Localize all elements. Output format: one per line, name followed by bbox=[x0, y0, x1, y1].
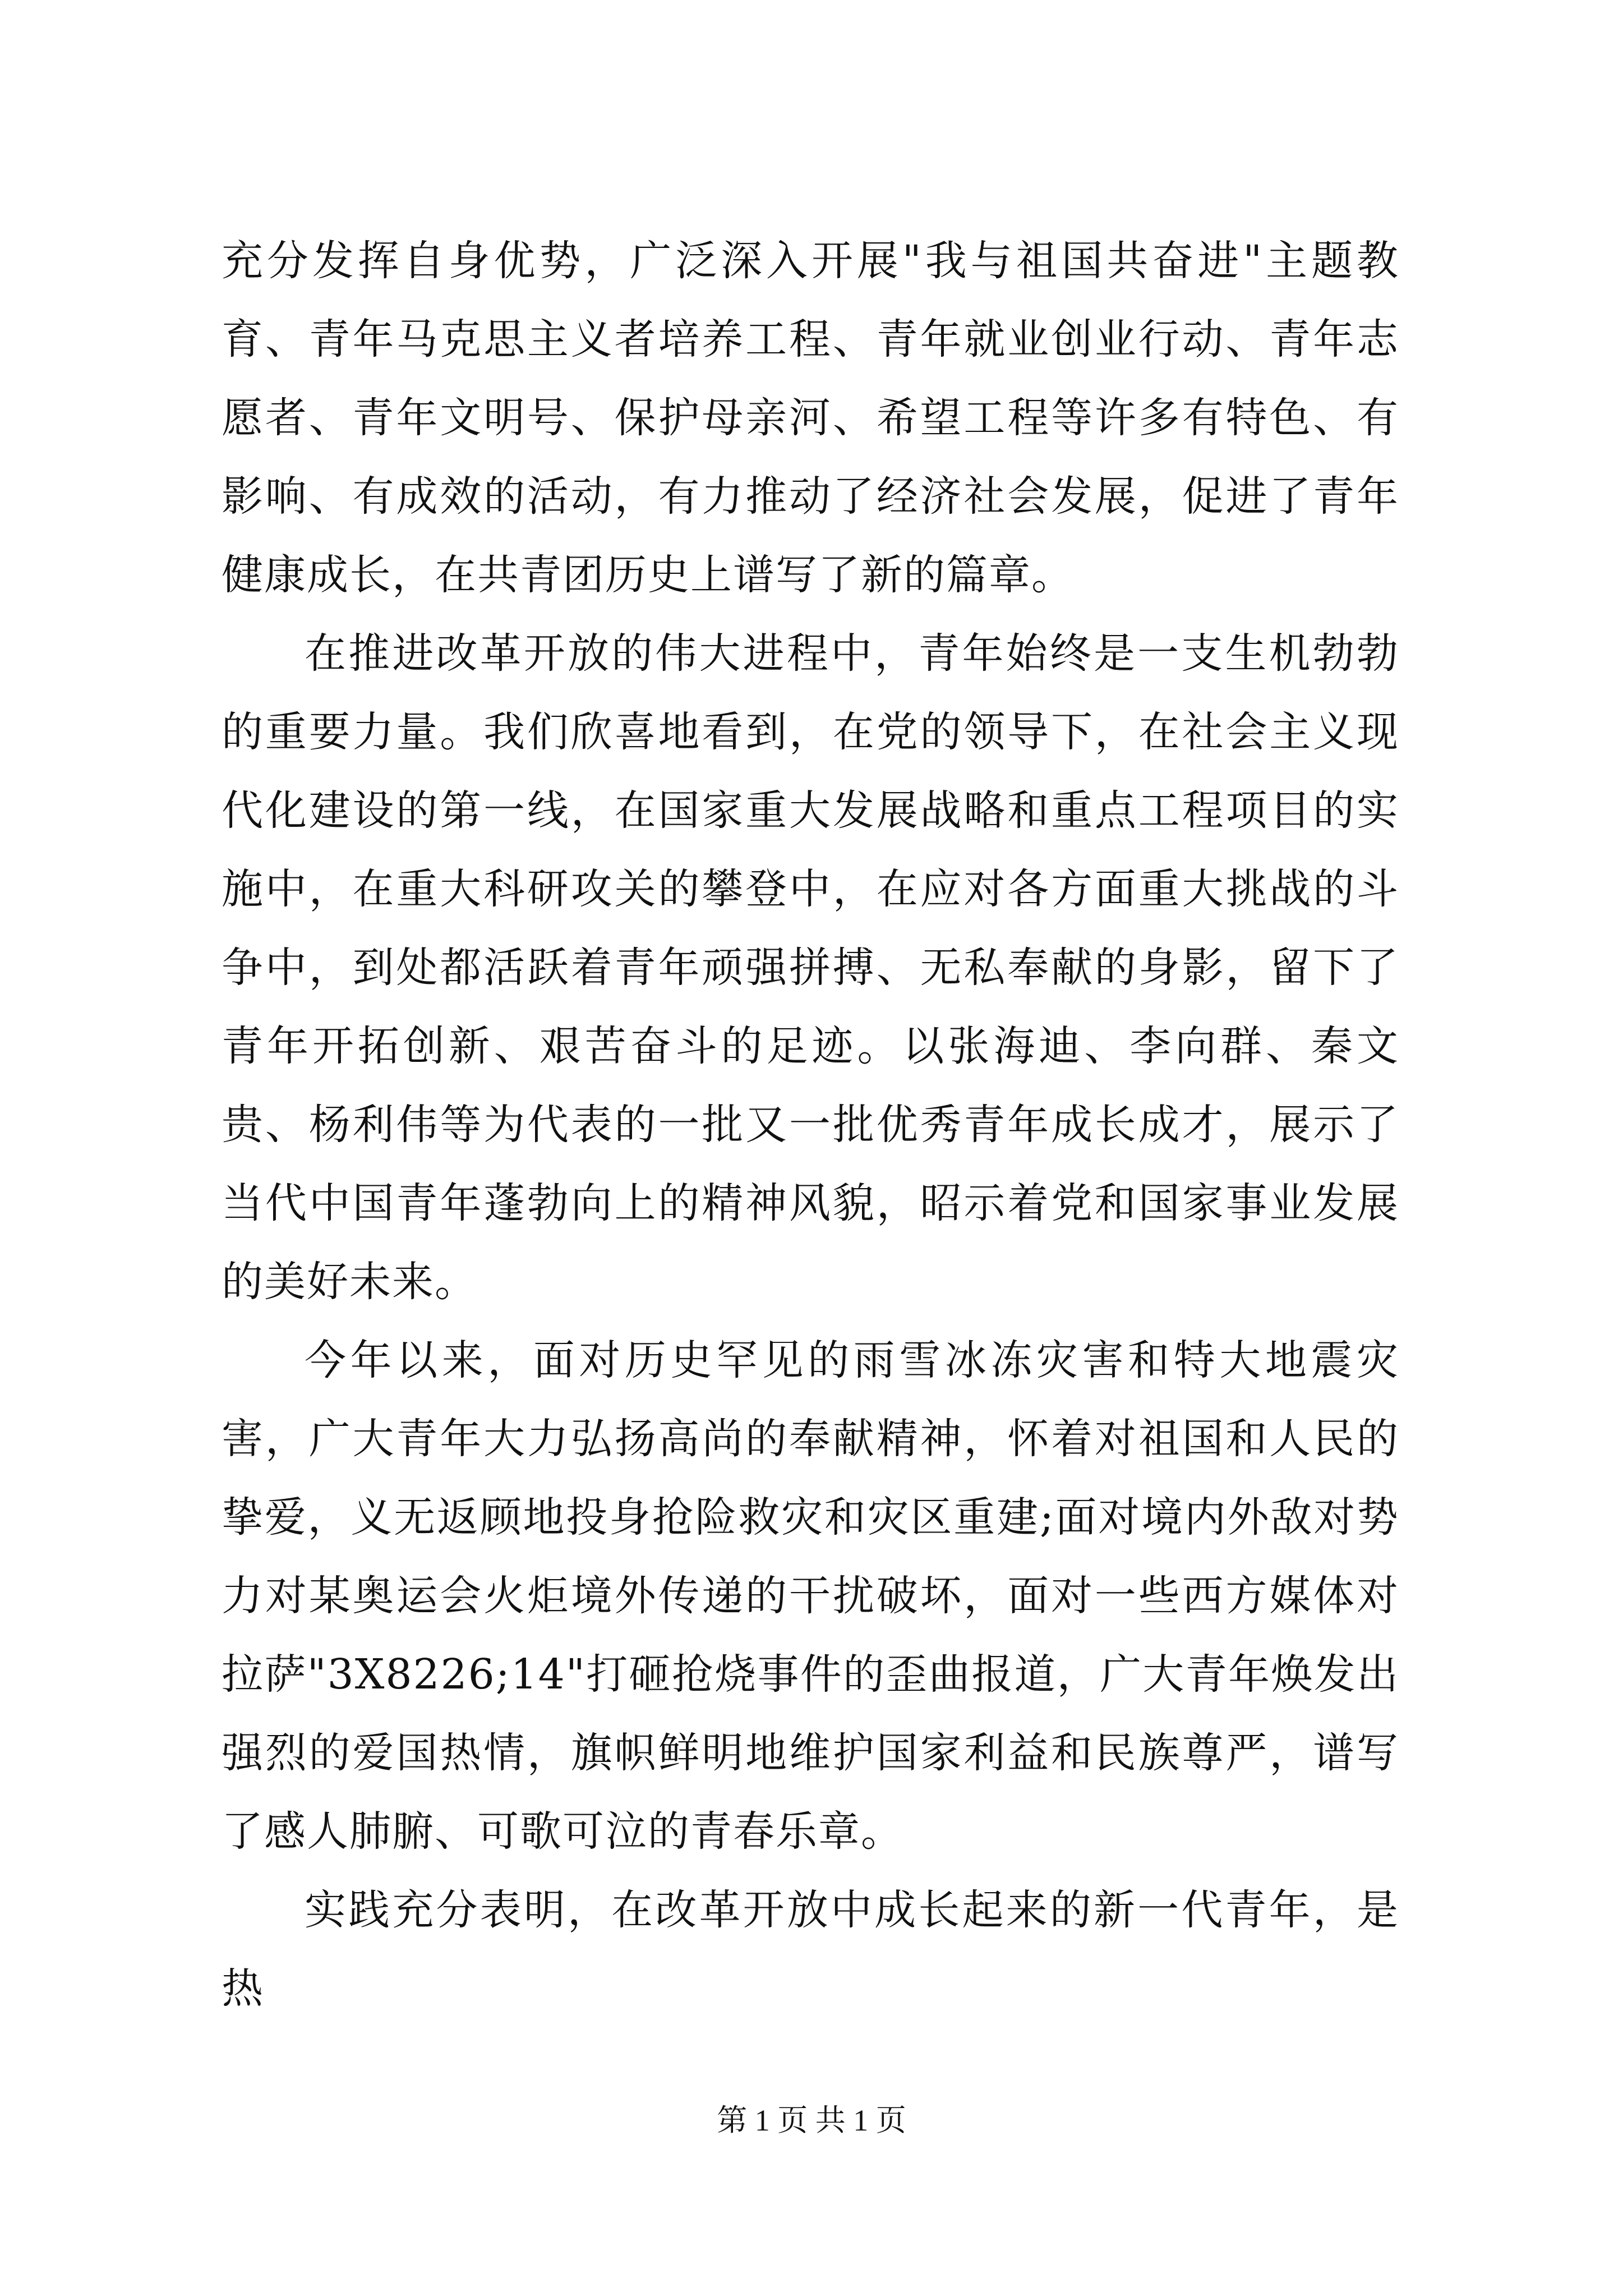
paragraph-2: 在推进改革开放的伟大进程中，青年始终是一支生机勃勃的重要力量。我们欣喜地看到，在党的领导下，在社会主义现代化建设的第一线，在国家重大发展战略和重点工程项目的实施中，在重大科研攻关的攀登中，在应对各方面重大挑战的斗争中，到处都活跃着青年顽强拼搏、无私奉献的身影，留下了青年开拓创新、艰苦奋斗的足迹。以张海迪、李向群、秦文贵、杨利伟等为代表的一批又一批优秀青年成长成才，展示了当代中国青年蓬勃向上的精神风貌，昭示着党和国家事业发展的美好未来。 bbox=[222, 629, 1399, 1306]
paragraph-1: 充分发挥自身优势，广泛深入开展"我与祖国共奋进"主题教育、青年马克思主义者培养工程、青年就业创业行动、青年志愿者、青年文明号、保护母亲河、希望工程等许多有特色、有影响、有成效的活动，有力推动了经济社会发展，促进了青年健康成长，在共青团历史上谱写了新的篇章。 bbox=[222, 237, 1399, 599]
paragraph-4: 实践充分表明，在改革开放中成长起来的新一代青年，是热 bbox=[222, 1886, 1399, 2013]
document-body bbox=[222, 222, 1399, 2028]
page-footer: 第 1 页 共 1 页 bbox=[717, 2104, 906, 2137]
paragraph-3: 今年以来，面对历史罕见的雨雪冰冻灾害和特大地震灾害，广大青年大力弘扬高尚的奉献精神，怀着对祖国和人民的挚爱，义无返顾地投身抢险救灾和灾区重建;面对境内外敌对势力对某奥运会火炬境外传递的干扰破坏，面对一些西方媒体对拉萨"3X8226;14"打砸抢烧事件的歪曲报道，广大青年焕发出强烈的爱国热情，旗帜鲜明地维护国家利益和民族尊严，谱写了感人肺腑、可歌可泣的青春乐章。 bbox=[222, 1336, 1399, 1856]
